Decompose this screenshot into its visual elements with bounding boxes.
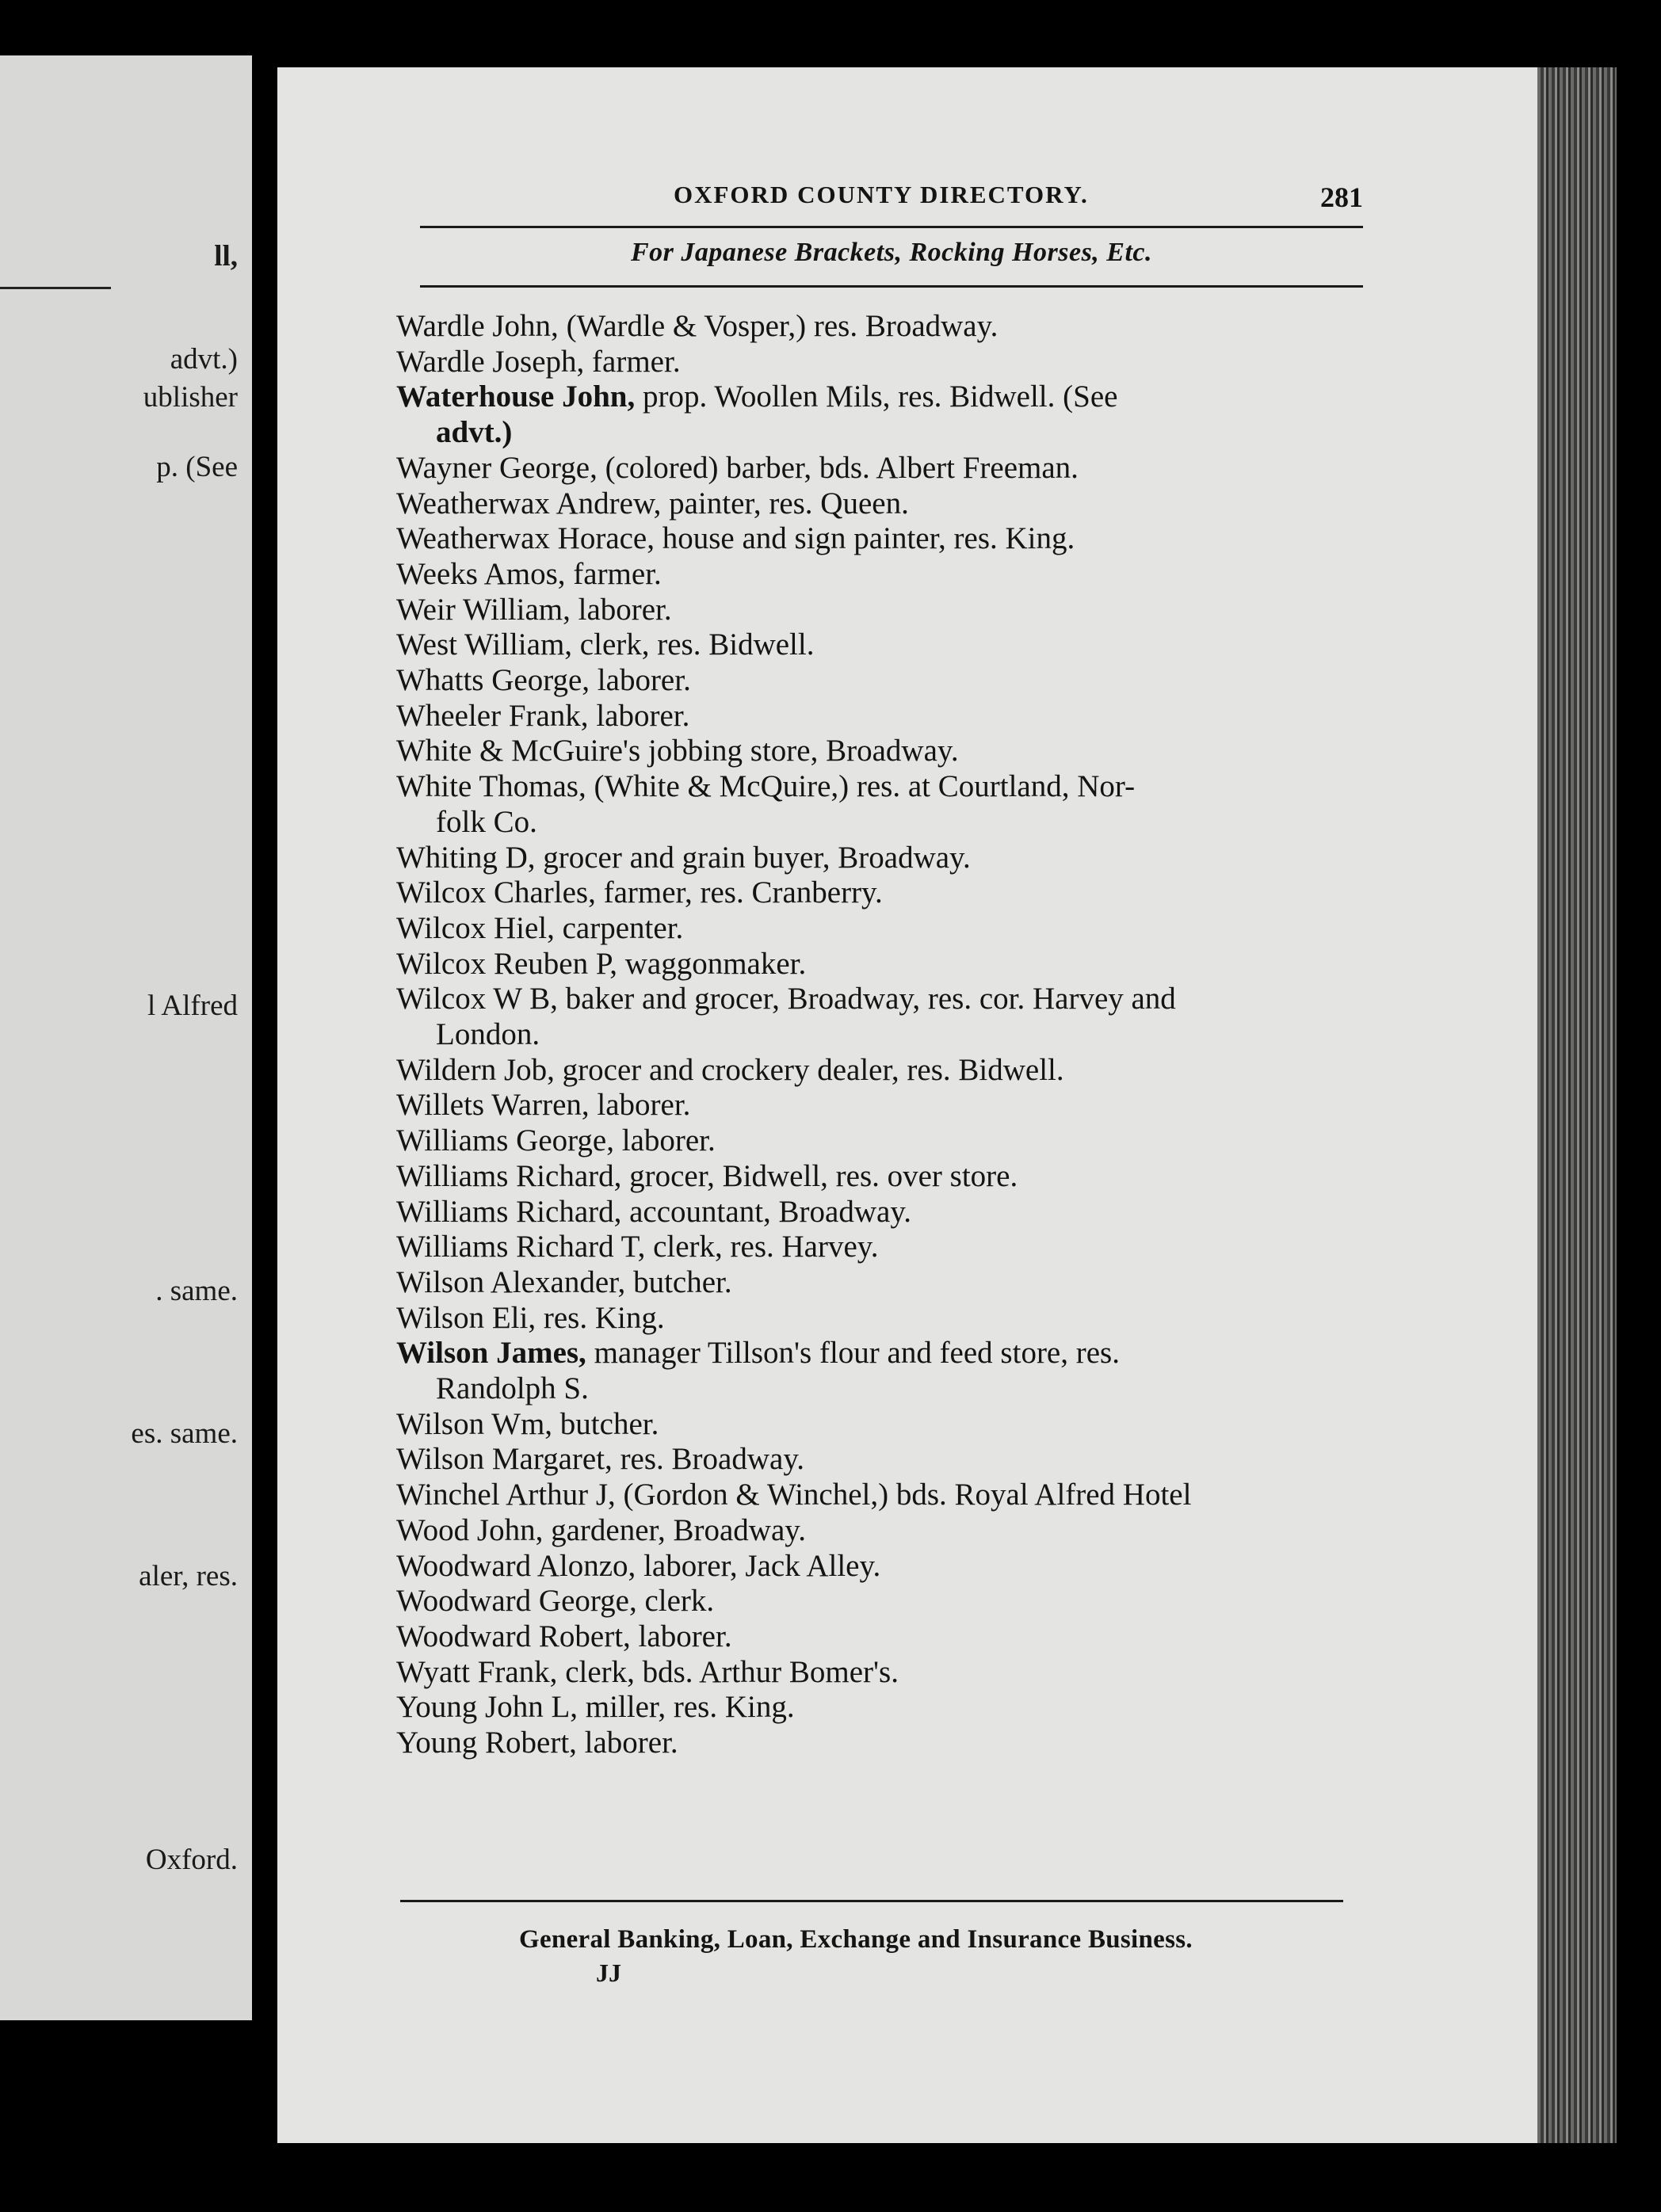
entry-details: (Wardle & Vosper,) res. Broadway. [558,309,999,343]
entry-name: Whatts George, [396,663,590,697]
entry-name: Wayner George, [396,450,598,485]
directory-entry [396,911,683,946]
entry-name: Wilcox Hiel, [396,910,555,945]
directory-entry [396,841,971,875]
entry-name: Williams Richard, [396,1194,622,1229]
entry-name: Wardle John, [396,309,559,343]
entry-name: Wilson Eli, [396,1300,536,1335]
page-header [420,181,1363,220]
entry-name: Williams Richard, [396,1158,622,1193]
directory-entry [396,486,909,521]
signature-mark: JJ [596,1958,621,1987]
directory-entry [396,1513,806,1548]
entry-details: grocer and crockery dealer, res. Bidwell. [554,1052,1064,1087]
entry-name: White & McGuire's [396,734,641,768]
entry-continuation: advt.) [436,415,513,450]
directory-entry [396,1549,880,1584]
directory-entry [396,1442,804,1477]
footer-advertisement: General Banking, Loan, Exchange and Insurance Business. [519,1925,1193,1954]
entry-name: Whiting D, [396,840,536,875]
entry-details: res. Broadway. [612,1442,805,1477]
entry-name: Wheeler Frank, [396,698,589,733]
left-fragment-line: ll, [214,240,238,273]
entry-details: waggonmaker. [617,946,807,981]
directory-entry [396,1619,732,1654]
entry-name: Williams George, [396,1123,614,1158]
entry-details: house and sign painter, res. King. [655,521,1075,556]
left-fragment-line: ublisher [143,381,238,414]
directory-entry [396,734,959,768]
directory-entry [396,1407,659,1442]
directory-entry [396,1690,795,1725]
entry-details: laborer. [576,1726,678,1760]
entry-details: miller, res. King. [578,1690,795,1725]
footer-rule [400,1900,1343,1902]
directory-entry [396,1584,714,1619]
header-rule-top [420,226,1363,228]
entry-name: Wilson Alexander, [396,1264,626,1299]
entry-name: Wilson Margaret, [396,1442,613,1477]
directory-entry [396,1159,1018,1194]
entry-details: (Gordon & Winchel,) bds. Royal Alfred Hotel [615,1478,1192,1512]
directory-entry [396,1655,899,1690]
entry-details: butcher. [552,1406,659,1441]
entry-name: Wilcox Charles, [396,875,596,910]
entry-name: Young Robert, [396,1726,577,1760]
entry-name: Wardle Joseph, [396,344,585,379]
left-fragment-line: . same. [155,1275,238,1307]
entry-name: White Thomas, [396,769,586,804]
entry-details: accountant, Broadway. [621,1194,912,1229]
entry-name: Wood John, [396,1512,544,1547]
entry-details: laborer. [589,1088,691,1123]
directory-entry [396,699,689,734]
entry-details: farmer, res. Cranberry. [595,875,883,910]
entry-name: Weeks Amos, [396,556,566,591]
page-number: 281 [1320,181,1363,213]
directory-entry [396,663,691,698]
left-fragment-line: Oxford. [145,1844,238,1876]
directory-entry [396,345,681,379]
directory-entry [396,593,672,627]
left-fragment-line: es. same. [131,1417,238,1450]
entry-name: Waterhouse John, [396,379,636,414]
entry-continuation: London. [436,1017,540,1051]
left-fragment-line: advt.) [170,343,238,376]
entry-continuation: folk Co. [436,804,537,839]
entry-details: (colored) barber, bds. Albert Freeman. [597,450,1079,485]
directory-entry [396,1726,678,1760]
entry-name: Young John L, [396,1690,578,1725]
directory-entry [396,1230,879,1264]
entry-name: Wilson James, [396,1336,586,1371]
entry-details: painter, res. Queen. [661,486,909,521]
entry-details: (White & McQuire,) res. at Courtland, Nor- [586,769,1136,804]
entry-name: Williams Richard T, [396,1230,646,1264]
entry-details: butcher. [625,1264,732,1299]
directory-entry [396,521,1075,556]
left-fragment-line: l Alfred [147,990,238,1022]
directory-entry [396,982,1176,1016]
entry-name: Wilcox Reuben P, [396,946,617,981]
entry-details: clerk, res. Harvey. [645,1230,879,1264]
entry-details: carpenter. [554,910,684,945]
entry-name: Willets Warren, [396,1088,590,1123]
directory-entry [396,769,1135,804]
directory-entry [396,379,1117,414]
directory-entry [396,1265,732,1300]
entry-continuation: Randolph S. [436,1371,589,1405]
entry-name: Woodward George, [396,1584,637,1619]
left-fragment-line: p. (See [156,451,238,483]
entry-name: Wilcox W B, [396,982,558,1016]
entry-name: Woodward Robert, [396,1619,631,1653]
entry-details: laborer. [570,592,672,627]
entry-details: prop. Woollen Mils, res. Bidwell. (See [635,379,1118,414]
entry-details: laborer. [613,1123,716,1158]
entry-details: jobbing store, Broadway. [640,734,959,768]
entry-details: clerk. [636,1584,715,1619]
entry-details: grocer and grain buyer, Broadway. [535,840,971,875]
entry-name: West William, [396,627,573,662]
entry-details: laborer. [590,663,691,697]
entry-details: gardener, Broadway. [543,1512,806,1547]
directory-entry [396,1123,716,1158]
directory-entry [396,1088,690,1123]
directory-entry [396,1195,911,1230]
directory-entry [396,557,662,592]
entry-name: Weir William, [396,592,571,627]
directory-entry [396,947,806,982]
directory-entry [396,1336,1120,1371]
entry-details: laborer. [630,1619,732,1653]
entry-details: farmer. [565,556,662,591]
entry-details: farmer. [584,344,681,379]
entry-name: Wilson Wm, [396,1406,553,1441]
left-fragment-line: aler, res. [139,1560,238,1592]
entry-details: laborer. [588,698,690,733]
left-page-rule [0,287,111,289]
page-edges [1537,67,1617,2143]
directory-entry [396,1301,665,1336]
entry-name: Wyatt Frank, [396,1654,558,1689]
entry-details: laborer, Jack Alley. [636,1548,881,1583]
directory-entry [396,309,998,344]
entry-name: Wildern Job, [396,1052,555,1087]
advertising-banner: For Japanese Brackets, Rocking Horses, Etc. [630,238,1153,267]
entry-details: clerk, res. Bidwell. [572,627,815,662]
directory-entry [396,1478,1191,1512]
running-title: OXFORD COUNTY DIRECTORY. [674,181,1089,208]
directory-entry [396,627,814,662]
entry-name: Weatherwax Horace, [396,521,655,556]
directory-entry [396,451,1079,486]
left-page-fragment [0,55,252,2020]
entry-details: clerk, bds. Arthur Bomer's. [557,1654,899,1689]
entry-details: baker and grocer, Broadway, res. cor. Harvey and [557,982,1176,1016]
entry-name: Weatherwax Andrew, [396,486,662,521]
entry-details: grocer, Bidwell, res. over store. [621,1158,1018,1193]
entry-details: manager Tillson's flour and feed store, res. [586,1336,1120,1371]
directory-entry [396,875,883,910]
header-rule-bottom [420,285,1363,288]
directory-entry [396,1053,1064,1088]
entry-name: Woodward Alonzo, [396,1548,636,1583]
entry-name: Winchel Arthur J, [396,1478,616,1512]
entry-details: res. King. [536,1300,665,1335]
